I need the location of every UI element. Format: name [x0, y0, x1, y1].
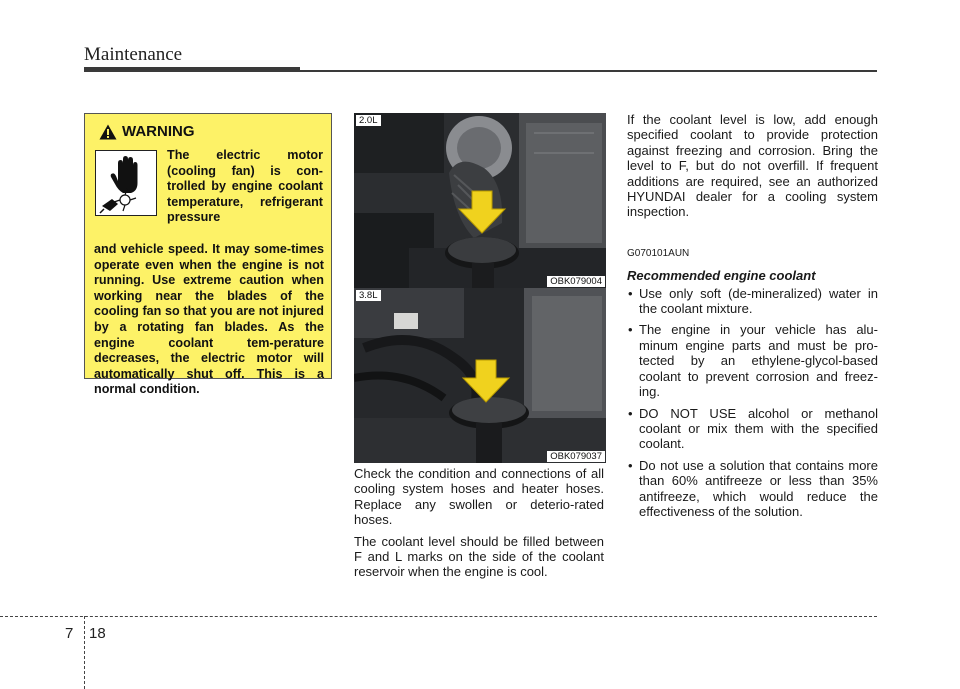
warning-triangle-icon [99, 124, 117, 140]
warning-heading [99, 123, 195, 140]
footer-divider [84, 616, 85, 689]
footer-rule [0, 616, 877, 617]
warning-box [84, 113, 332, 397]
bullet-item: • Do not use a solution that contains more than 60% antifreeze or less than 35% antifreeze, which would reduce the effectiveness of the solution. [627, 458, 878, 520]
warning-title: WARNING [122, 123, 195, 140]
right-column [627, 112, 878, 525]
bullet-item: • DO NOT USE alcohol or methanol coolant or mix them with the specified coolant. [627, 406, 878, 452]
hoses-paragraph: Check the condition and connections of all cooling system hoses and heater hoses. Replace any swollen or deterio-rated hoses. [354, 466, 604, 528]
engine-bay-image [354, 288, 606, 463]
coolant-bullets [627, 286, 878, 520]
bullet-item: • The engine in your vehicle has alu-minum engine parts and must be pro-tected by an ethylene-glycol-based coolant to prevent corrosion and freez-ing. [627, 322, 878, 399]
header-rule-thick [84, 67, 300, 72]
engine-photo-3-8l [354, 288, 606, 463]
engine-bay-image [354, 113, 606, 288]
coolant-level-paragraph: The coolant level should be filled between F and L marks on the side of the coolant reservoir when the engine is cool. [354, 533, 604, 580]
photo-code-obk079037: OBK079037 [547, 451, 605, 462]
engine-photo-2-0l [354, 113, 606, 288]
section-code: G070101AUN [627, 247, 690, 259]
coolant-low-paragraph: If the coolant level is low, add enough specified coolant to provide protection against freezing and corrosion. Bring the level to F, but do not overfill. If frequent additions are required, see an authorized HYUNDAI dealer for a cooling system inspection. [627, 112, 878, 220]
photo-code-obk079004: OBK079004 [547, 276, 605, 287]
photo-tag-2-0l: 2.0L [356, 115, 381, 126]
warning-icon-box [95, 150, 157, 216]
chapter-number: 7 [65, 625, 74, 642]
bullet-item: • Use only soft (de-mineralized) water in the coolant mixture. [627, 286, 878, 317]
photo-tag-3-8l: 3.8L [356, 290, 381, 301]
stop-hand-fan-icon [96, 151, 155, 214]
page-number: 18 [89, 625, 106, 642]
middle-text [354, 466, 604, 586]
warning-text-top: The electric motor (cooling fan) is con-trolled by engine coolant temperature, refrigerant pressure [167, 148, 323, 225]
header-title: Maintenance [84, 44, 183, 65]
section-heading: Recommended engine coolant [627, 268, 816, 284]
header-rule-thin [300, 70, 877, 72]
warning-text-bottom: and vehicle speed. It may some-times operate even when the engine is not running. Use extreme caution when working near the blades of the cooling fan so that you are not injured by a rotating fan blades. As the engine coolant tem-perature decreases, the electric motor will automatically shut off. This is a normal condition. [94, 242, 324, 397]
